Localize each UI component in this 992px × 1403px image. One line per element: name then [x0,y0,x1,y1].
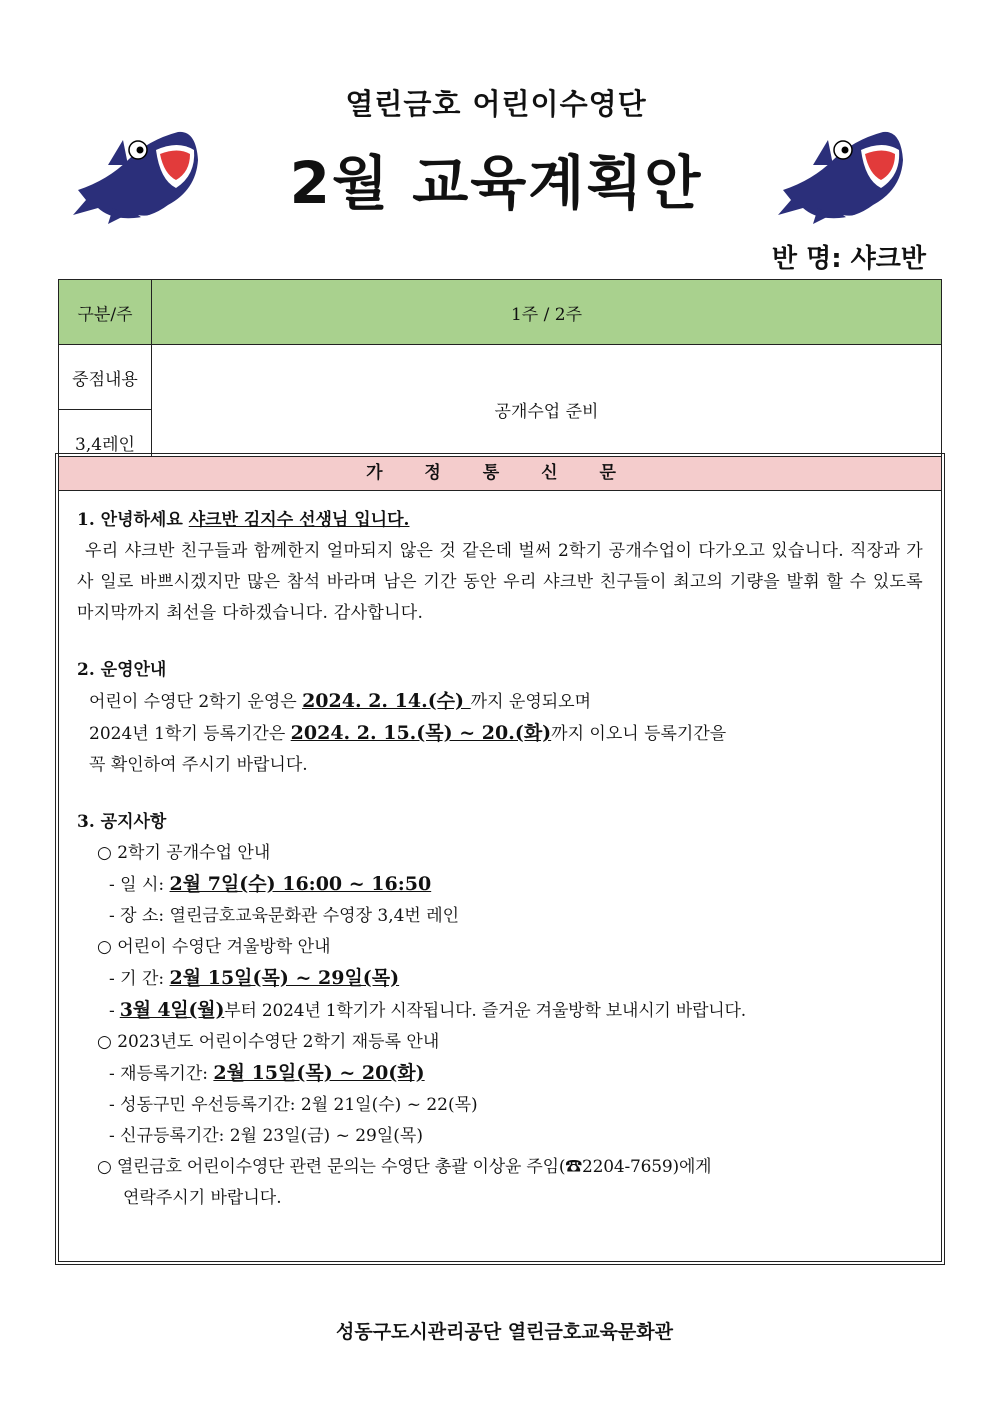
footer-org [330,1308,673,1352]
focus-content: 공개수업 준비 [152,345,942,475]
operation-line-1: 어린이 수영단 2학기 운영은 2024. 2. 14.(수) 까지 운영되오며 [89,690,592,712]
newsletter-heading: 가 정 통 신 문 [59,457,941,491]
open-class-place: - 장 소: 열린금호교육문화관 수영장 3,4번 레인 [109,906,460,926]
notice-open-class: ○ 2학기 공개수업 안내 [97,843,271,863]
contact-notice: ○ 열린금호 어린이수영단 관련 문의는 수영단 총괄 이상윤 주임(☎2204-7659)에게 [97,1157,712,1177]
document-title: 2월 교육계획안 [289,149,703,217]
greeting-paragraph: 우리 샤크반 친구들과 함께한지 얼마되지 않은 것 같은데 벌써 2학기 공개수업이 다가오고 있습니다. 직장과 가사 일로 바쁘시겠지만 많은 참석 바라며 남은 기간 동안 우리 샤크반 친구들이 최고의 기량을 발휘 할 수 있도록 마지막까지 최선을 다하겠습니다. 감사합니다. [77,541,923,623]
section-2-title: 2. 운영안내 [77,660,167,680]
semester-start: - 3월 4일(월)부터 2024년 1학기가 시작됩니다. 즐거운 겨울방학 보내시기 바랍니다. [109,999,746,1021]
family-newsletter [58,456,942,1262]
winter-break-period: - 기 간: 2월 15일(목) ~ 29일(목) [109,967,400,989]
row-label-focus: 중점내용 [59,345,152,410]
contact-notice-cont: 연락주시기 바랍니다. [123,1188,282,1208]
section-1-title: 1. 안녕하세요 샤크반 김지수 선생님 입니다. [77,510,410,530]
plan-table [58,279,942,475]
section-3-title: 3. 공지사항 [77,812,167,832]
operation-line-2: 2024년 1학기 등록기간은 2024. 2. 15.(목) ~ 20.(화)까지 이오니 등록기간을 [89,722,727,744]
col-header-weeks: 1주 / 2주 [152,280,942,345]
shark-mascot-icon [773,120,908,225]
notice-winter-break: ○ 어린이 수영단 겨울방학 안내 [97,937,331,957]
footer-org-name: 성동구도시관리공단 열린금호교육문화관 [336,1320,673,1343]
document-subtitle: 열린금호 어린이수영단 [345,87,647,121]
new-registration-period: - 신규등록기간: 2월 23일(금) ~ 29일(목) [109,1126,423,1146]
re-registration-period: - 재등록기간: 2월 15일(목) ~ 20(화) [109,1062,425,1084]
row-label-lane: 3,4레인 [59,410,152,475]
teacher-name: 샤크반 김지수 선생님 입니다. [188,510,410,530]
resident-priority-period: - 성동구민 우선등록기간: 2월 21일(수) ~ 22(목) [109,1095,478,1115]
open-class-time: - 일 시: 2월 7일(수) 16:00 ~ 16:50 [109,873,432,895]
class-name-label: 반 명: 샤크반 [771,244,926,274]
operation-line-3: 꼭 확인하여 주시기 바랍니다. [89,755,308,775]
col-header-category: 구분/주 [59,280,152,345]
notice-re-registration: ○ 2023년도 어린이수영단 2학기 재등록 안내 [97,1032,440,1052]
